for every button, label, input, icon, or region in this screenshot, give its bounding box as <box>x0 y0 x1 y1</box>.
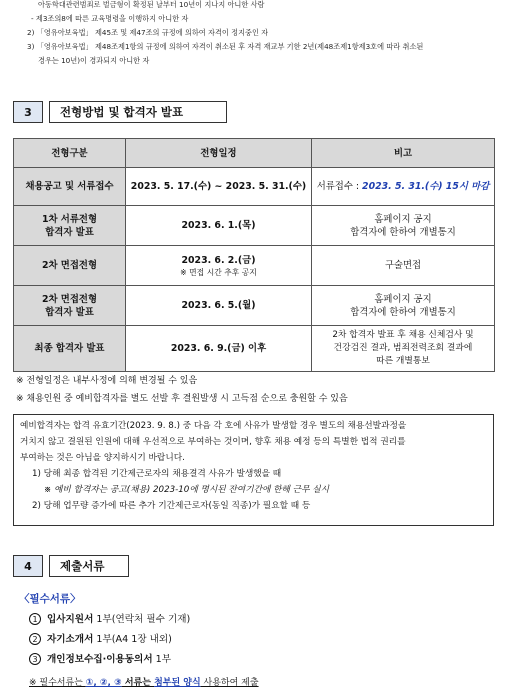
section-title: 제출서류 <box>49 555 129 577</box>
doc-item <box>29 632 172 648</box>
doc-name: 입사지원서 <box>47 614 94 625</box>
number-marker: 1 <box>29 613 41 625</box>
eligibility-line-5: 경우는 10년)이 경과되지 아니한 자 <box>38 56 150 65</box>
note-line-1: 홈페이지 공지 <box>374 213 432 225</box>
submission-note-numbers: ①, ②, ③ <box>85 678 122 688</box>
note-line-2: 합격자에 한하여 개별통지 <box>350 306 456 318</box>
eligibility-line-4: 3) 「영유아보육법」 제48조제1항의 규정에 의하여 자격이 취소된 후 자격 재교부 기한 2년(제48조제1항제3호에 따라 취소된 <box>27 42 424 51</box>
stage-cell: 채용공고 및 서류접수 <box>14 168 126 206</box>
date-sub: ※ 면접 시간 추후 공지 <box>180 267 257 277</box>
table-header-row <box>14 139 495 168</box>
eligibility-line-1: 아동학대관련범죄로 벌금형이 확정된 날부터 10년이 지나지 아니한 사람 <box>38 0 265 9</box>
date-cell: 2023. 6. 5.(월) <box>126 286 312 326</box>
stage-cell: 2차 면접전형 <box>14 246 126 286</box>
notice-line: 부여하는 것은 아님을 양지하시기 바랍니다. <box>20 453 185 463</box>
table-row <box>14 168 495 206</box>
section-title: 전형방법 및 합격자 발표 <box>49 101 227 123</box>
doc-detail: 1부(A4 1장 내외) <box>93 634 172 645</box>
attached-form-text: 첨부된 양식 <box>154 678 201 688</box>
doc-detail: 1부(연락처 필수 기재) <box>93 614 191 625</box>
note-line-1: 홈페이지 공지 <box>374 293 432 305</box>
stage-line-1: 1차 서류전형 <box>41 213 98 225</box>
header-stage: 전형구분 <box>14 139 126 168</box>
stage-cell <box>14 286 126 326</box>
table-row <box>14 206 495 246</box>
eligibility-line-2: - 제3조의8에 따른 교육명령을 이행하지 아니한 자 <box>31 14 189 23</box>
table-row <box>14 246 495 286</box>
deadline-text: 2023. 5. 31.(수) 15시 마감 <box>362 181 490 192</box>
doc-name: 자기소개서 <box>47 634 94 645</box>
submission-note-prefix: ※ 필수서류는 <box>29 678 86 688</box>
stage-line-2: 합격자 발표 <box>45 226 94 238</box>
stage-line-2: 합격자 발표 <box>45 306 94 318</box>
doc-detail: 1부 <box>152 654 172 665</box>
date-cell: 2023. 5. 17.(수) ~ 2023. 5. 31.(수) <box>126 168 312 206</box>
note-prefix: 서류접수 : <box>316 181 363 192</box>
date-cell: 2023. 6. 9.(금) 이후 <box>126 326 312 372</box>
note-line-2: 합격자에 한하여 개별통지 <box>350 226 456 238</box>
note-line-1: 2차 합격자 발표 후 채용 신체검사 및 <box>332 330 474 340</box>
stage-cell <box>14 206 126 246</box>
note-cell <box>312 206 495 246</box>
schedule-table <box>13 138 495 372</box>
submission-note-suffix: 사용하여 제출 <box>200 678 259 688</box>
header-note: 비고 <box>312 139 495 168</box>
number-marker: 2 <box>29 633 41 645</box>
section-number: 4 <box>13 555 43 577</box>
note-line-2: 건강검진 결과, 범죄전력조회 결과에 <box>333 343 473 353</box>
doc-item <box>29 652 171 668</box>
notice-subnote: ※ 예비 합격자는 공고(채용) 2023-10에 명시된 잔여기간에 한해 근무 실시 <box>44 485 330 495</box>
doc-item <box>29 612 190 628</box>
submission-note-mid: 서류는 <box>121 678 155 688</box>
doc-name: 개인정보수집·이용동의서 <box>47 654 153 665</box>
date-cell <box>126 246 312 286</box>
number-marker: 3 <box>29 653 41 665</box>
date-cell: 2023. 6. 1.(목) <box>126 206 312 246</box>
notice-item-2: 2) 당해 업무량 증가에 따른 추가 기간제근로자(동일 직종)가 필요할 때 등 <box>32 501 311 511</box>
notice-item-1: 1) 당해 최종 합격된 기간제근로자의 채용결격 사유가 발생했을 때 <box>32 469 282 479</box>
note-cell <box>312 286 495 326</box>
reserve-notice-box <box>13 414 494 526</box>
section-number: 3 <box>13 101 43 123</box>
reserve-note: ※ 채용인원 중 예비합격자를 별도 선발 후 결원발생 시 고득점 순으로 충원할 수 있음 <box>16 394 348 404</box>
notice-line: 예비합격자는 합격 유효기간(2023. 9. 8.) 중 다음 각 호에 사유가 발생할 경우 별도의 채용선발과정을 <box>20 421 407 431</box>
note-cell: 구술면접 <box>312 246 495 286</box>
notice-line: 거치지 않고 결원된 인원에 대해 우선적으로 부여하는 것이며, 향후 채용 예정 등의 특별한 법적 권리를 <box>20 437 406 447</box>
schedule-note: ※ 전형일정은 내부사정에 의해 변경될 수 있음 <box>16 376 198 386</box>
date-main: 2023. 6. 2.(금) <box>181 254 256 266</box>
required-docs-heading: 〈필수서류〉 <box>19 593 81 605</box>
table-row <box>14 326 495 372</box>
note-cell <box>312 168 495 206</box>
submission-note <box>29 675 259 688</box>
header-date: 전형일정 <box>126 139 312 168</box>
eligibility-line-3: 2) 「영유아보육법」 제45조 및 제47조의 규정에 의하여 자격이 정지중인 자 <box>27 28 269 37</box>
stage-cell: 최종 합격자 발표 <box>14 326 126 372</box>
note-cell <box>312 326 495 372</box>
note-line-3: 따른 개별통보 <box>376 356 430 366</box>
table-row <box>14 286 495 326</box>
stage-line-1: 2차 면접전형 <box>41 293 98 305</box>
